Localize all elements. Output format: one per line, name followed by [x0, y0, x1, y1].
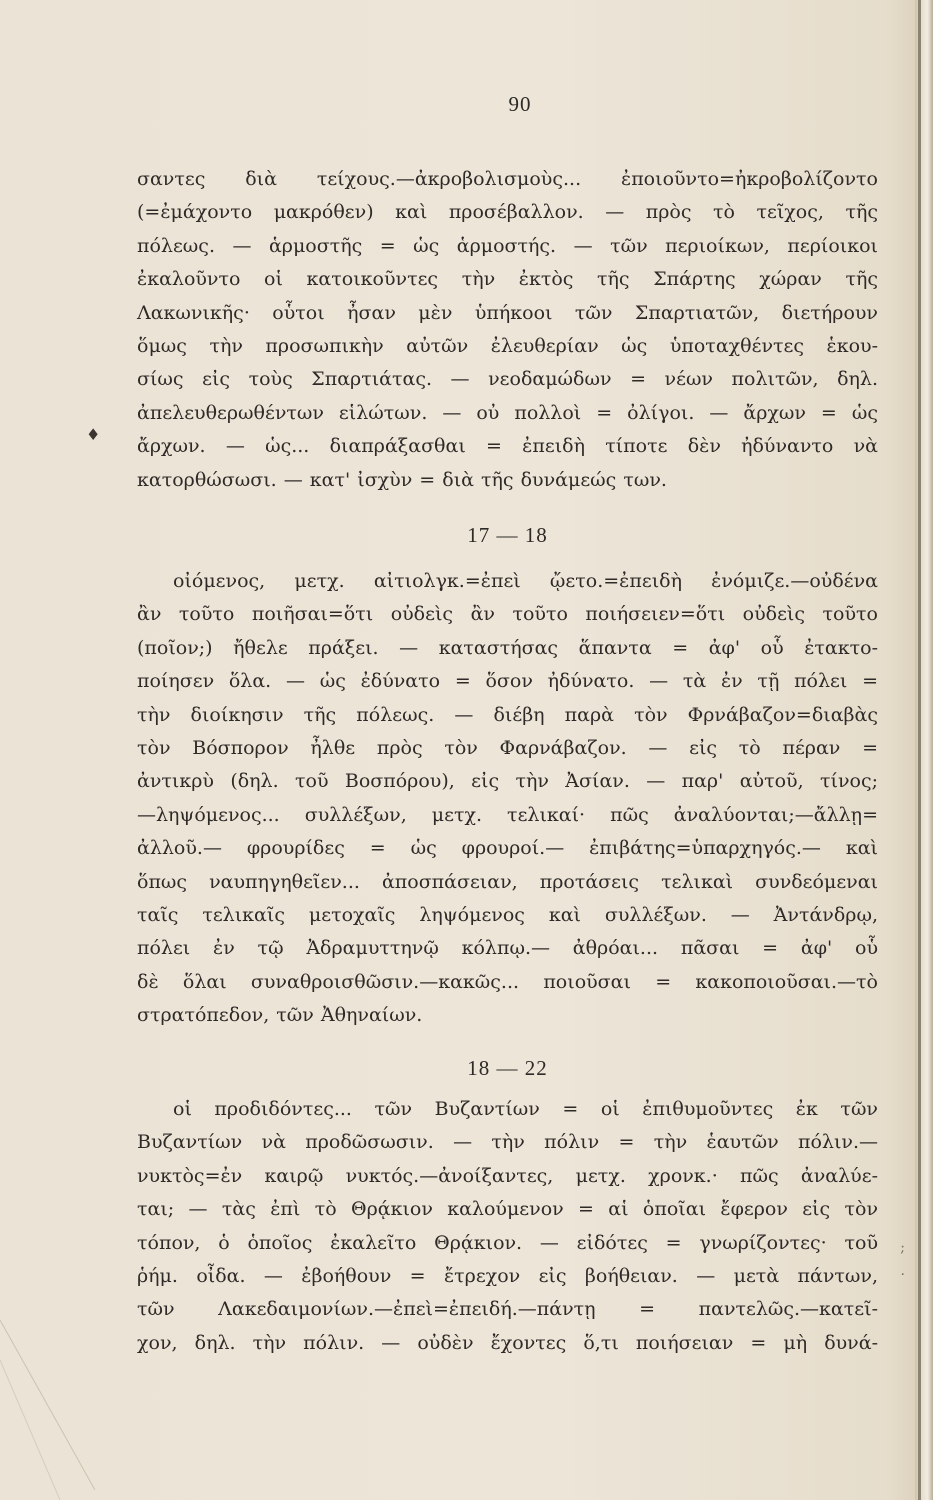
- text-line: ταῖς τελικαῖς μετοχαῖς ληψόμενος καὶ συλλέξων. — Ἀντάνδρῳ,: [137, 903, 878, 926]
- commentary-block-1: [137, 163, 878, 497]
- text-line: τόπον, ὁ ὁποῖος ἐκαλεῖτο Θρᾴκιον. — εἰδότες = γνωρίζοντες· τοῦ: [137, 1231, 878, 1254]
- text-line: κατορθώσωσι. — κατ' ἰσχὺν = διὰ τῆς δυνάμεώς των.: [137, 468, 667, 491]
- margin-mark-right: .: [900, 1263, 905, 1279]
- text-line: τῶν Λακεδαιμονίων.—ἐπεὶ=ἐπειδή.—πάντῃ = παντελῶς.—κατεῖ-: [137, 1298, 878, 1321]
- text-line: πόλεως. — ἁρμοστῆς = ὡς ἁρμοστής. — τῶν περιοίκων, περίοικοι: [137, 234, 878, 257]
- page-number: 90: [508, 92, 532, 116]
- text-line: ται; — τὰς ἐπὶ τὸ Θρᾴκιον καλούμενον = αἱ ὁποῖαι ἔφερον εἰς τὸν: [137, 1198, 878, 1221]
- text-line: ῥήμ. οἶδα. — ἐβοήθουν = ἔτρεχον εἰς βοήθειαν. — μετὰ πάντων,: [137, 1264, 878, 1287]
- text-line: δὲ ὅλαι συναθροισθῶσιν.—κακῶς... ποιοῦσαι = κακοποιοῦσαι.—τὸ: [137, 970, 878, 993]
- commentary-block-2: [137, 565, 878, 1032]
- text-line: ἄρχων. — ὡς... διαπράξασθαι = ἐπειδὴ τίποτε δὲν ἠδύναντο νὰ: [137, 435, 878, 458]
- section-heading: 18 — 22: [467, 1056, 548, 1080]
- text-line: (ποῖον;) ἤθελε πράξει. — καταστήσας ἅπαντα = ἀφ' οὗ ἐτακτο-: [137, 636, 878, 659]
- text-line: Λακωνικῆς· οὗτοι ἦσαν μὲν ὑπήκοοι τῶν Σπαρτιατῶν, διετήρουν: [137, 301, 878, 324]
- text-line: ἀλλοῦ.— φρουρίδες = ὡς φρουροί.— ἐπιβάτης=ὑπαρχηγός.— καὶ: [137, 837, 878, 860]
- text-line: νυκτὸς=ἐν καιρῷ νυκτός.—ἀνοίξαντες, μετχ. χρονκ.· πῶς ἀναλύε-: [137, 1164, 878, 1187]
- text-line: σαντες διὰ τείχους.—ἀκροβολισμοὺς... ἐποιοῦντο=ἠκροβολίζοντο: [137, 168, 878, 190]
- text-line: Βυζαντίων νὰ προδῶσωσιν. — τὴν πόλιν = τὴν ἑαυτῶν πόλιν.—: [137, 1131, 878, 1154]
- paper-stain: [0, 1320, 110, 1500]
- text-line: —ληψόμενος... συλλέξων, μετχ. τελικαί· πῶς ἀναλύονται;—ἄλλῃ=: [137, 803, 878, 826]
- text-line: οἰόμενος, μετχ. αἰτιολγκ.=ἐπεὶ ᾤετο.=ἐπειδὴ ἐνόμιζε.—οὐδένα: [173, 570, 878, 592]
- text-line: ὅπως ναυπηγηθεῖεν... ἀποσπάσειαν, προτάσεις τελικαὶ συνδεόμεναι: [137, 870, 878, 893]
- text-line: ἀντικρὺ (δηλ. τοῦ Βοσπόρου), εἰς τὴν Ἀσίαν. — παρ' αὐτοῦ, τίνος;: [137, 770, 878, 793]
- margin-bullet: ♦: [86, 425, 101, 444]
- text-line: χον, δηλ. τὴν πόλιν. — οὐδὲν ἔχοντες ὅ,τι ποιήσειαν = μὴ δυνά-: [137, 1331, 878, 1354]
- text-line: σίως εἰς τοὺς Σπαρτιάτας. — νεοδαμώδων = νέων πολιτῶν, δηλ.: [137, 368, 878, 391]
- text-line: ὅμως τὴν προσωπικὴν αὐτῶν ἐλευθερίαν ὡς ὑποταχθέντες ἑκου-: [137, 334, 878, 357]
- text-line: τὴν διοίκησιν τῆς πόλεως. — διέβη παρὰ τὸν Φρνάβαζον=διαβὰς: [137, 703, 878, 726]
- section-heading: 17 — 18: [467, 523, 548, 547]
- text-line: (=ἐμάχοντο μακρόθεν) καὶ προσέβαλλον. — πρὸς τὸ τεῖχος, τῆς: [137, 201, 878, 224]
- margin-mark-right: ;: [900, 1240, 905, 1256]
- text-line: ἐκαλοῦντο οἱ κατοικοῦντες τὴν ἐκτὸς τῆς Σπάρτης χώραν τῆς: [137, 268, 878, 291]
- commentary-block-3: [137, 1093, 878, 1360]
- text-line: ποίησεν ὅλα. — ὡς ἐδύνατο = ὅσον ἠδύνατο. — τὰ ἐν τῇ πόλει =: [137, 670, 878, 693]
- text-line: τὸν Βόσπορον ἦλθε πρὸς τὸν Φαρνάβαζον. — εἰς τὸ πέραν =: [137, 736, 878, 759]
- binding-shadow: [918, 0, 921, 1500]
- text-line: ἂν τοῦτο ποιῆσαι=ὅτι οὐδεὶς ἂν τοῦτο ποιήσειεν=ὅτι οὐδεὶς τοῦτο: [137, 603, 878, 626]
- text-line: στρατόπεδον, τῶν Ἀθηναίων.: [137, 1004, 423, 1027]
- text-line: οἱ προδιδόντες... τῶν Βυζαντίων = οἱ ἐπιθυμοῦντες ἐκ τῶν: [173, 1098, 878, 1120]
- text-line: ἀπελευθερωθέντων εἱλώτων. — οὐ πολλοὶ = ὀλίγοι. — ἄρχων = ὡς: [137, 401, 878, 424]
- text-line: πόλει ἐν τῷ Ἀδραμυττηνῷ κόλπῳ.— ἀθρόαι... πᾶσαι = ἀφ' οὗ: [137, 937, 878, 960]
